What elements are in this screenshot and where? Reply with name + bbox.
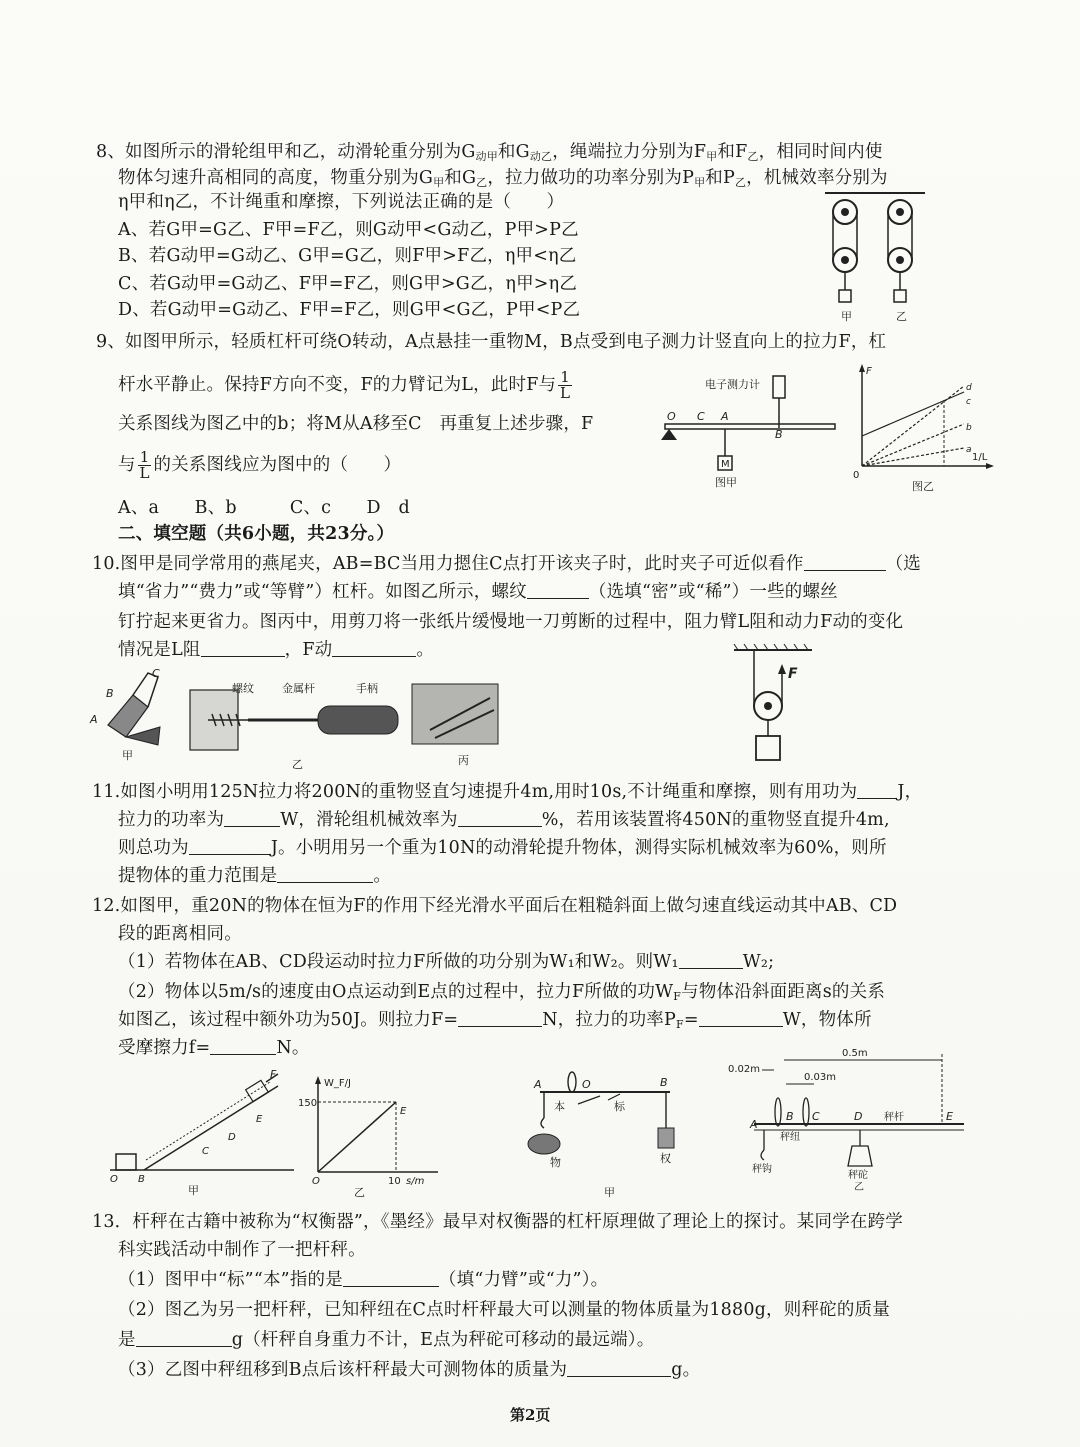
q12-line2: 段的距离相同。 [118, 924, 242, 944]
svg-text:C: C [202, 1146, 209, 1157]
q10-clip-figure [88, 665, 188, 765]
svg-text:甲: 甲 [122, 749, 133, 762]
q13-sub3: 是 g（杆秤自身重力不计，E点为秤砣可移动的最远端）。 [118, 1330, 655, 1350]
svg-text:乙: 乙 [854, 1182, 864, 1192]
q11-line1: 11.如图小明用125N拉力将200N的重物竖直匀速提升4m,用时10s,不计绳重和摩擦，则有用功为 J， [92, 782, 923, 802]
q12-line1: 12.如图甲，重20N的物体在恒为F的作用下经光滑水平面后在粗糙斜面上做匀速直线运动其中AB、CD [92, 896, 898, 916]
q9-line1: 9、如图甲所示，轻质杠杆可绕O转动，A点悬挂一重物M，B点受到电子测力计竖直向上的拉力F，杠 [96, 332, 887, 352]
q12-blank-3[interactable] [699, 1012, 783, 1027]
q10-line1: 10.图甲是同学常用的燕尾夹，AB=BC当用力摁住C点打开该夹子时，此时夹子可近似看作 （选 [92, 554, 921, 574]
svg-text:150: 150 [298, 1098, 318, 1109]
svg-text:秤钩: 秤钩 [752, 1164, 772, 1175]
svg-text:乙: 乙 [354, 1186, 365, 1197]
svg-text:a: a [966, 445, 972, 455]
q12-sub4: 受摩擦力f= N。 [118, 1038, 310, 1058]
svg-text:秤砣: 秤砣 [848, 1170, 868, 1181]
svg-text:0.03m: 0.03m [804, 1072, 837, 1083]
page-number: 第2页 [510, 1406, 551, 1424]
q12-sub1: （1）若物体在AB、CD段运动时拉力F所做的功分别为W₁和W₂。则W₁ W₂; [118, 952, 775, 972]
q11-line4: 提物体的重力范围是 。 [118, 866, 392, 886]
svg-text:标: 标 [614, 1100, 625, 1113]
svg-text:物: 物 [550, 1156, 561, 1169]
svg-text:乙: 乙 [292, 758, 303, 771]
svg-text:A: A [721, 410, 729, 423]
q11-blank-5[interactable] [277, 868, 373, 883]
svg-text:s/m: s/m [406, 1176, 425, 1187]
q10-blank-2[interactable] [527, 584, 589, 599]
q11-blank-3[interactable] [458, 812, 542, 827]
q10-line4: 情况是L阻 ，F动 。 [118, 640, 435, 660]
q8-option-a: A、若G甲=G乙、F甲=F乙，则G动甲<G动乙，P甲>P乙 [118, 220, 579, 240]
svg-text:d: d [966, 383, 972, 393]
q11-line3: 则总功为 J。小明用另一个重为10N的动滑轮提升物体，测得实际机械效率为60%，则所 [118, 838, 887, 858]
q10-blank-3[interactable] [201, 642, 285, 657]
q11-line2: 拉力的功率为 W，滑轮组机械效率为 %，若用该装置将450N的重物竖直提升4m, [118, 810, 890, 830]
svg-text:甲: 甲 [188, 1184, 199, 1197]
q9-fraction: $\frac{1}{L}$ [560, 368, 571, 402]
q13-steelyard-figure-yi [724, 1042, 969, 1192]
q9-line4: 与 $\frac{1}{L}$ 的关系图线应为图中的（ ） [118, 448, 402, 482]
q12-sub2: （2）物体以5m/s的速度由O点运动到E点的过程中，拉力F所做的功$W_F$与物体沿斜面距离s的关系 [118, 982, 886, 1003]
svg-text:A: A [534, 1078, 542, 1091]
q10-blank-4[interactable] [332, 642, 416, 657]
svg-text:c: c [966, 397, 971, 407]
q12-graph-figure [296, 1072, 446, 1197]
q10-scissors-figure [410, 680, 510, 770]
svg-text:O: O [667, 410, 676, 423]
svg-text:0: 0 [853, 470, 860, 481]
svg-text:手柄: 手柄 [356, 682, 378, 695]
svg-text:F: F [270, 1068, 277, 1081]
q9-fig-label-jia: 图甲 [715, 476, 737, 489]
svg-text:E: E [256, 1114, 263, 1125]
q11-pulley-figure [732, 644, 822, 769]
svg-text:A: A [90, 713, 98, 726]
q8-option-c: C、若G动甲=G动乙、F甲=F乙，则G甲>G乙，η甲>η乙 [118, 274, 578, 294]
svg-text:C: C [697, 410, 705, 423]
q13-sub4: （3）乙图中秤纽移到B点后该杆秤最大可测物体的质量为 g。 [118, 1360, 701, 1380]
q10-screw-figure [188, 680, 408, 775]
q8-fig-label-yi: 乙 [896, 310, 907, 323]
q12-blank-2[interactable] [458, 1012, 542, 1027]
svg-text:10: 10 [388, 1176, 401, 1187]
q10-line3: 钉拧起来更省力。图丙中，用剪刀将一张纸片缓慢地一刀剪断的过程中，阻力臂L阻和动力F动的变化 [118, 612, 904, 632]
q9-lever-figure [655, 372, 840, 492]
q13-blank-3[interactable] [567, 1362, 671, 1377]
q11-blank-4[interactable] [189, 840, 271, 855]
svg-text:甲: 甲 [604, 1186, 615, 1199]
svg-text:F: F [788, 666, 798, 682]
svg-text:0.5m: 0.5m [842, 1048, 868, 1059]
q9-fig-label-yi: 图乙 [912, 480, 934, 493]
svg-text:O: O [110, 1174, 118, 1185]
svg-text:O: O [582, 1078, 591, 1091]
svg-text:B: B [138, 1174, 145, 1185]
svg-text:W_F/J: W_F/J [324, 1078, 351, 1089]
q12-sub3: 如图乙，该过程中额外功为50J。则拉力F= N，拉力的功率$P_F= W$，物体所 [118, 1010, 872, 1031]
svg-text:金属杆: 金属杆 [282, 682, 315, 695]
q12-incline-figure [108, 1068, 298, 1198]
q13-blank-2[interactable] [136, 1332, 232, 1347]
q11-blank-2[interactable] [224, 812, 280, 827]
q13-line1: 13．杆秤在古籍中被称为“权衡器”，《墨经》最早对权衡器的杠杆原理做了理论上的探讨。某同学在跨学 [92, 1212, 904, 1232]
svg-text:E: E [400, 1106, 407, 1117]
q8-line3: η甲和η乙，不计绳重和摩擦，下列说法正确的是（ ） [118, 192, 565, 212]
svg-text:M: M [721, 459, 730, 470]
q13-steelyard-figure-jia [520, 1070, 700, 1200]
q9-graph-figure [848, 360, 998, 495]
q9-line2: 杆水平静止。保持F方向不变，F的力臂记为L，此时F与 $\frac{1}{L}$ [118, 368, 571, 402]
q9-meter-label: 电子测力计 [705, 378, 760, 391]
q10-blank-1[interactable] [804, 556, 886, 571]
svg-text:本: 本 [554, 1100, 565, 1113]
svg-text:B: B [660, 1076, 668, 1089]
svg-text:秤纽: 秤纽 [780, 1132, 800, 1143]
svg-text:权: 权 [660, 1152, 671, 1165]
q8-fig-label-jia: 甲 [841, 310, 852, 323]
svg-text:丙: 丙 [458, 754, 469, 767]
q9-options: A、a B、b C、c D d [118, 498, 410, 518]
svg-text:B: B [106, 687, 114, 700]
q9-line3: 关系图线为图乙中的b；将M从A移至C 再重复上述步骤，F [118, 414, 594, 434]
svg-text:O: O [312, 1176, 320, 1187]
svg-text:D: D [228, 1132, 236, 1143]
svg-text:0.02m: 0.02m [728, 1064, 761, 1075]
svg-text:C: C [812, 1110, 820, 1123]
q8-line2: 物体匀速升高相同的高度，物重分别为$G_甲$和$G_乙$，拉力做功的功率分别为$P_甲$和$P_乙$，机械效率分别为 [118, 168, 888, 189]
svg-text:D: D [854, 1110, 863, 1123]
q9-fraction-2: $\frac{1}{L}$ [139, 448, 150, 482]
svg-text:b: b [966, 423, 972, 433]
q8-option-b: B、若G动甲=G动乙、G甲=G乙，则F甲>F乙，η甲<η乙 [118, 246, 577, 266]
svg-text:C: C [152, 667, 160, 680]
section-2-title: 二、填空题（共6小题，共23分。） [118, 524, 395, 544]
q8-option-d: D、若G动甲=G动乙、F甲=F乙，则G甲<G乙，P甲<P乙 [118, 300, 581, 320]
svg-text:螺纹: 螺纹 [232, 682, 254, 695]
svg-text:A: A [750, 1118, 758, 1131]
svg-text:E: E [946, 1110, 953, 1123]
svg-text:秤杆: 秤杆 [884, 1112, 904, 1123]
q10-line2: 填“省力”“费力”或“等臂”）杠杆。如图乙所示，螺纹 （选填“密”或“稀”）一些的螺丝 [118, 582, 838, 602]
q13-sub1: （1）图甲中“标”“本”指的是 （填“力臂”或“力”）。 [118, 1270, 609, 1290]
svg-text:1/L: 1/L [972, 452, 988, 463]
q13-sub2: （2）图乙为另一把杆秤，已知秤纽在C点时杆秤最大可以测量的物体质量为1880g，则秤砣的质量 [118, 1300, 890, 1320]
q12-blank-1[interactable] [679, 954, 743, 969]
q11-blank-1[interactable] [857, 784, 897, 799]
q8-pulley-figure [820, 190, 930, 330]
q12-blank-4[interactable] [210, 1040, 276, 1055]
q8-line1: 8、如图所示的滑轮组甲和乙，动滑轮重分别为$G_{动甲}$和$G_{动乙}$，绳端拉力分别为$F_甲$和$F_乙$，相同时间内使 [96, 142, 883, 163]
svg-text:F: F [866, 366, 872, 377]
svg-text:B: B [786, 1110, 794, 1123]
q13-line2: 科实践活动中制作了一把杆秤。 [118, 1240, 366, 1260]
q13-blank-1[interactable] [343, 1272, 439, 1287]
svg-text:B: B [775, 428, 783, 441]
